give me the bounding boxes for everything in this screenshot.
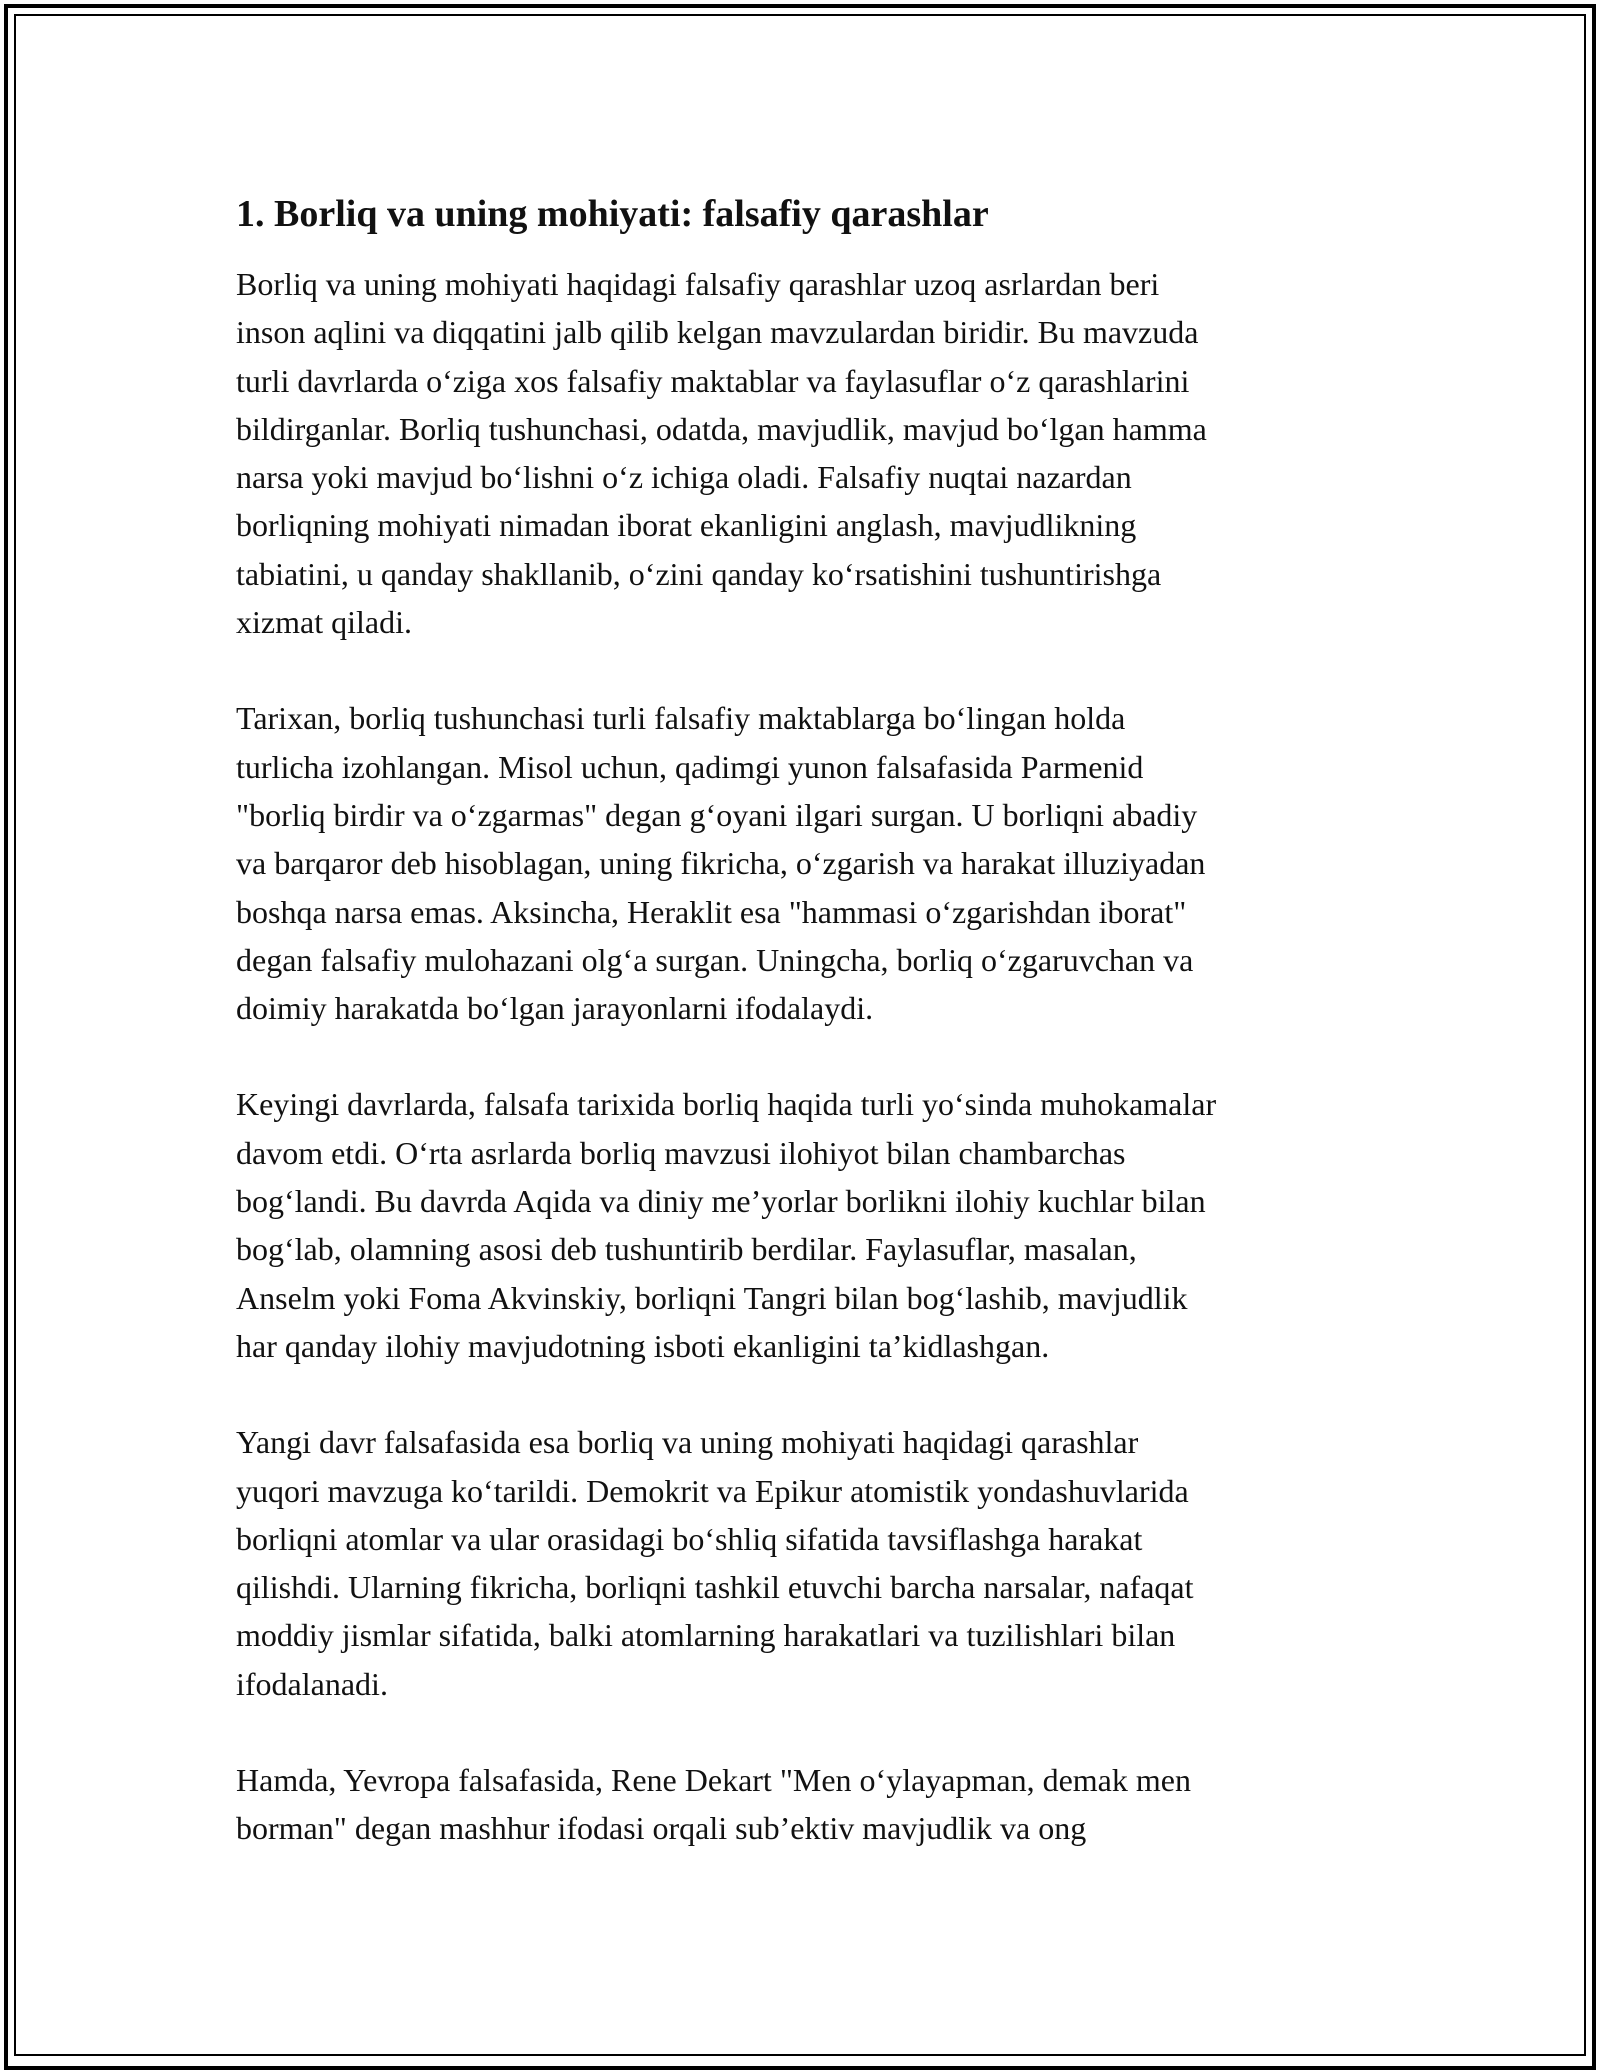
- paragraph-line: va barqaror deb hisoblagan, uning fikricha, o‘zgarish va harakat illuziyadan: [236, 845, 1206, 882]
- paragraph-line: borman" degan mashhur ifodasi orqali sub’ektiv mavjudlik va ong: [236, 1810, 1087, 1847]
- document-body: [236, 188, 1386, 1901]
- paragraph-line: borliqning mohiyati nimadan iborat ekanligini anglash, mavjudlikning: [236, 507, 1137, 544]
- paragraph-list: [236, 260, 1386, 1853]
- body-paragraph: [236, 1756, 1386, 1853]
- paragraph-line: boshqa narsa emas. Aksincha, Heraklit esa "hammasi o‘zgarishdan iborat": [236, 893, 1187, 930]
- paragraph-line: bog‘lab, olamning asosi deb tushuntirib berdilar. Faylasuflar, masalan,: [236, 1231, 1137, 1268]
- paragraph-line: har qanday ilohiy mavjudotning isboti ekanligini ta’kidlashgan.: [236, 1327, 1050, 1364]
- paragraph-line: bog‘landi. Bu davrda Aqida va diniy me’yorlar borlikni ilohiy kuchlar bilan: [236, 1183, 1206, 1220]
- paragraph-line: davom etdi. O‘rta asrlarda borliq mavzusi ilohiyot bilan chambarchas: [236, 1134, 1126, 1171]
- paragraph-line: turli davrlarda o‘ziga xos falsafiy maktablar va faylasuflar o‘z qarashlarini: [236, 362, 1190, 399]
- paragraph-line: Hamda, Yevropa falsafasida, Rene Dekart "Men o‘ylayapman, demak men: [236, 1762, 1191, 1799]
- body-paragraph: [236, 260, 1386, 646]
- section-title: 1. Borliq va uning mohiyati: falsafiy qarashlar: [236, 193, 989, 235]
- paragraph-line: moddiy jismlar sifatida, balki atomlarning harakatlari va tuzilishlari bilan: [236, 1617, 1176, 1654]
- paragraph-line: degan falsafiy mulohazani olg‘a surgan. Uningcha, borliq o‘zgaruvchan va: [236, 941, 1194, 978]
- paragraph-line: Yangi davr falsafasida esa borliq va uning mohiyati haqidagi qarashlar: [236, 1424, 1139, 1461]
- paragraph-line: bildirganlar. Borliq tushunchasi, odatda, mavjudlik, mavjud bo‘lgan hamma: [236, 410, 1207, 447]
- body-paragraph: [236, 694, 1386, 1032]
- paragraph-line: Keyingi davrlarda, falsafa tarixida borliq haqida turli yo‘sinda muhokamalar: [236, 1086, 1217, 1123]
- paragraph-line: narsa yoki mavjud bo‘lishni o‘z ichiga oladi. Falsafiy nuqtai nazardan: [236, 459, 1132, 496]
- paragraph-line: yuqori mavzuga ko‘tarildi. Demokrit va Epikur atomistik yondashuvlarida: [236, 1472, 1189, 1509]
- paragraph-line: turlicha izohlangan. Misol uchun, qadimgi yunon falsafasida Parmenid: [236, 748, 1144, 785]
- paragraph-line: xizmat qiladi.: [236, 604, 412, 641]
- body-paragraph: [236, 1080, 1386, 1370]
- paragraph-line: Anselm yoki Foma Akvinskiy, borliqni Tangri bilan bog‘lashib, mavjudlik: [236, 1279, 1188, 1316]
- paragraph-line: ifodalanadi.: [236, 1665, 388, 1702]
- body-paragraph: [236, 1418, 1386, 1708]
- paragraph-line: Tarixan, borliq tushunchasi turli falsafiy maktablarga bo‘lingan holda: [236, 700, 1126, 737]
- paragraph-line: Borliq va uning mohiyati haqidagi falsafiy qarashlar uzoq asrlardan beri: [236, 266, 1160, 302]
- paragraph-line: borliqni atomlar va ular orasidagi bo‘shliq sifatida tavsiflashga harakat: [236, 1520, 1143, 1557]
- paragraph-line: qilishdi. Ularning fikricha, borliqni tashkil etuvchi barcha narsalar, nafaqat: [236, 1569, 1194, 1606]
- paragraph-line: "borliq birdir va o‘zgarmas" degan g‘oyani ilgari surgan. U borliqni abadiy: [236, 796, 1198, 833]
- paragraph-line: doimiy harakatda bo‘lgan jarayonlarni ifodalaydi.: [236, 990, 874, 1027]
- paragraph-line: inson aqlini va diqqatini jalb qilib kelgan mavzulardan biridir. Bu mavzuda: [236, 314, 1199, 351]
- paragraph-line: tabiatini, u qanday shakllanib, o‘zini qanday ko‘rsatishini tushuntirishga: [236, 555, 1162, 592]
